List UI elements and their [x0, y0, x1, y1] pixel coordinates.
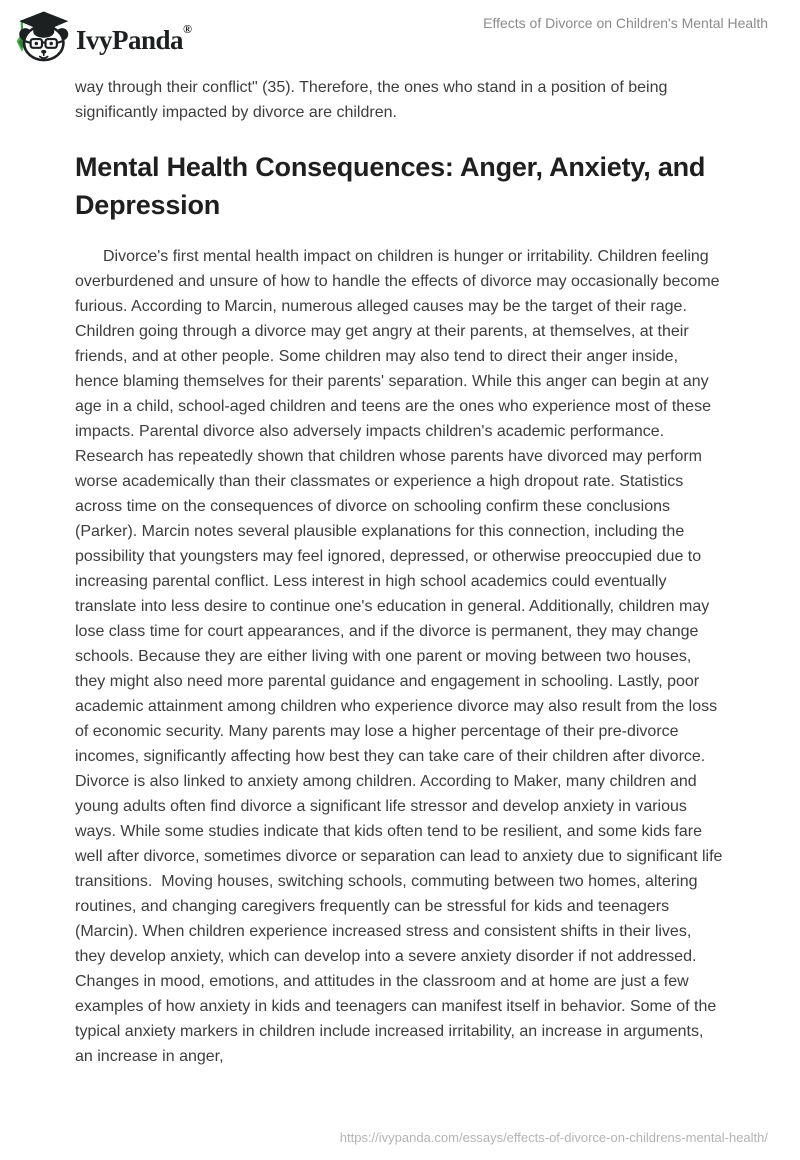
running-header-title: Effects of Divorce on Children's Mental Health [483, 15, 768, 31]
essay-content [75, 75, 725, 1069]
source-url: https://ivypanda.com/essays/effects-of-divorce-on-childrens-mental-health/ [339, 1130, 768, 1145]
ivypanda-logo [14, 8, 192, 69]
intro-paragraph: way through their conflict" (35). Therefore, the ones who stand in a position of being significantly impacted by divorce are children. [75, 79, 672, 121]
body-paragraph: Divorce's first mental health impact on children is hunger or irritability. Children feeling overburdened and unsure of how to handle the effects of divorce may occasionally become furious. According to Marcin, numerous alleged causes may be the target of their rage. Children going through a divorce may get angry at their parents, at themselves, at their friends, and at other people. Some children may also tend to direct their anger inside, hence blaming themselves for their parents' separation. While this anger can begin at any age in a child, school-aged children and teens are the ones who experience most of these impacts. Parental divorce also adversely impacts children's academic performance. Research has repeatedly shown that children whose parents have divorced may perform worse academically than their classmates or experience a high dropout rate. Statistics across time on the consequences of divorce on schooling confirm these conclusions (Parker). Marcin notes several plausible explanations for this connection, including the possibility that youngsters may feel ignored, depressed, or otherwise preoccupied due to increasing parental conflict. Less interest in high school academics could eventually translate into less desire to continue one's education in general. Additionally, children may lose class time for court appearances, and if the divorce is permanent, they may change schools. Because they are either living with one parent or moving between two houses, they might also need more parental guidance and engagement in schooling. Lastly, poor academic attainment among children who experience divorce may also result from the loss of economic security. Many parents may lose a higher percentage of their pre-divorce incomes, significantly affecting how best they can take care of their children after divorce. Divorce is also linked to anxiety among children. According to Maker, many children and young adults often find divorce a significant life stressor and develop anxiety in various ways. While some studies indicate that kids often tend to be resilient, and some kids fare well after divorce, sometimes divorce or separation can lead to anxiety due to significant life transitions. Moving houses, switching schools, commuting between two homes, altering routines, and changing caregivers frequently can be stressful for kids and teenagers (Marcin). When children experience increased stress and consistent shifts in their lives, they develop anxiety, which can develop into a severe anxiety disorder if not addressed. Changes in mood, emotions, and attitudes in the classroom and at home are just a few examples of how anxiety in kids and teenagers can manifest itself in behavior. Some of the typical anxiety markers in children include increased irritability, an increase in arguments, an increase in anger, [75, 248, 727, 1065]
logo-wordmark: IvyPanda® [76, 22, 192, 55]
page-footer [340, 1129, 768, 1147]
page-header [0, 0, 800, 62]
registered-trademark-symbol: ® [183, 22, 192, 36]
section-heading: Mental Health Consequences: Anger, Anxiety, and Depression [75, 152, 706, 220]
panda-graduation-cap-icon [14, 8, 70, 69]
